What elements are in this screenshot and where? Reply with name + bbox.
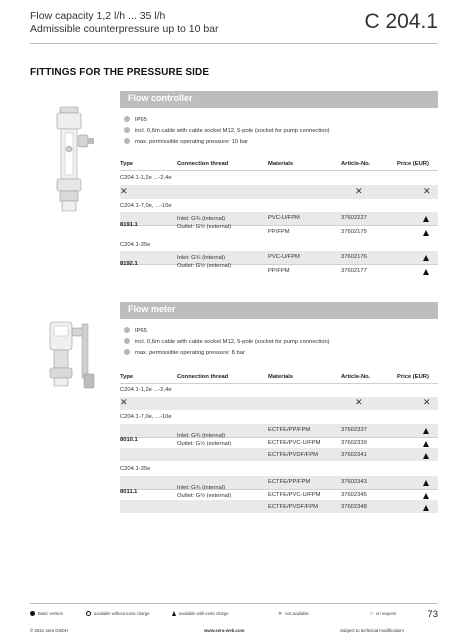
extra-charge-icon — [423, 269, 429, 275]
article-number: 37602175 — [341, 229, 367, 235]
row-divider — [120, 264, 438, 265]
material: ECTFE/PP/FPM — [268, 479, 311, 485]
extra-charge-icon — [423, 441, 429, 447]
bullet-icon — [124, 327, 130, 333]
thread-inlet: Inlet: G¾ (internal) — [177, 216, 226, 222]
model-range-row: C204.1-35e — [120, 466, 151, 472]
material: ECTFE/PVDF/FPM — [268, 452, 318, 458]
thread-inlet: Inlet: G¾ (internal) — [177, 255, 226, 261]
flow-meter-feature-3: max. permissible operating pressure: 8 bar — [124, 349, 245, 356]
not-available-row — [120, 185, 438, 199]
legal-notice: Subject to technical modification! — [340, 628, 404, 633]
article-number: 37602337 — [341, 427, 367, 433]
header-line-flow-capacity: Flow capacity 1,2 l/h ... 35 l/h — [30, 10, 166, 22]
not-available-icon: ✕ — [278, 611, 283, 617]
product-type: 8191.1 — [120, 222, 138, 228]
row-divider — [120, 437, 438, 438]
no-charge-icon — [86, 611, 91, 616]
col-materials-header: Materials — [268, 161, 294, 167]
article-number: 37602177 — [341, 268, 367, 274]
flow-meter-feature-2: incl. 0,6m cable with cable socket M12, 5-pole (socket for pump connection) — [124, 338, 330, 345]
material: PVC-U/FPM — [268, 215, 300, 221]
thread-outlet: Outlet: G½ (external) — [177, 263, 232, 269]
flow-meter-feature-1: IP65 — [124, 327, 147, 334]
catalog-code: C 204.1 — [364, 10, 438, 33]
material: PP/FPM — [268, 268, 290, 274]
flow-meter-image — [36, 316, 106, 396]
extra-charge-icon — [423, 453, 429, 459]
material: ECTFE/PVDF/FPM — [268, 504, 318, 510]
flow-controller-feature-1: IP65 — [124, 116, 147, 123]
flow-meter-title: Flow meter — [128, 304, 176, 314]
page-number: 73 — [427, 609, 438, 620]
row-divider — [120, 489, 438, 490]
extra-charge-icon — [423, 493, 429, 499]
article-number: 37602343 — [341, 479, 367, 485]
bullet-icon — [124, 349, 130, 355]
legend-no-charge: available without extra charge — [86, 611, 149, 616]
article-number: 37602339 — [341, 440, 367, 446]
col-materials-header: Materials — [268, 374, 294, 380]
extra-charge-icon — [423, 428, 429, 434]
table-header-rule — [120, 383, 438, 384]
extra-charge-icon — [423, 480, 429, 486]
thread-inlet: Inlet: G¾ (internal) — [177, 485, 226, 491]
material: ECTFE/PVC-U/FPM — [268, 440, 321, 446]
header-line-counterpressure: Admissible counterpressure up to 10 bar — [30, 23, 219, 35]
flow-controller-title: Flow controller — [128, 93, 193, 103]
col-price-header: Price (EUR) — [397, 374, 429, 380]
article-number: 37602341 — [341, 452, 367, 458]
not-available-icon: ✕ — [355, 186, 363, 196]
thread-outlet: Outlet: G½ (external) — [177, 224, 232, 230]
col-thread-header: Connection thread — [177, 161, 229, 167]
extra-charge-icon — [423, 255, 429, 261]
col-price-header: Price (EUR) — [397, 161, 429, 167]
flow-controller-heading-band — [120, 91, 438, 108]
on-request-icon: ○ — [370, 611, 374, 617]
material: ECTFE/PVC-U/FPM — [268, 492, 321, 498]
thread-inlet: Inlet: G¾ (internal) — [177, 433, 226, 439]
col-article-header: Article-No. — [341, 161, 371, 167]
col-type-header: Type — [120, 161, 134, 167]
article-number: 37602345 — [341, 492, 367, 498]
model-range-row: C204.1-1,2e ...-2,4e — [120, 387, 172, 393]
flow-controller-feature-3: max. permissible operating pressure: 10 bar — [124, 138, 248, 145]
thread-outlet: Outlet: G½ (external) — [177, 493, 232, 499]
product-type: 8011.1 — [120, 489, 138, 495]
not-available-row — [120, 397, 438, 410]
material: PVC-U/FPM — [268, 254, 300, 260]
model-range-row: C204.1-7,0e, ...-10e — [120, 414, 172, 420]
legend-basic: Basic version — [30, 611, 63, 616]
flow-controller-feature-2: incl. 0,6m cable with cable socket M12, 5-pole (socket for pump connection) — [124, 127, 330, 134]
product-type: 8192.1 — [120, 261, 138, 267]
header-divider — [30, 43, 438, 44]
extra-charge-icon — [423, 216, 429, 222]
bullet-icon — [124, 127, 130, 133]
col-thread-header: Connection thread — [177, 374, 229, 380]
footer-divider — [30, 603, 438, 604]
article-number: 37602176 — [341, 254, 367, 260]
flow-meter-heading-band — [120, 302, 438, 319]
material: PP/FPM — [268, 229, 290, 235]
model-range-row: C204.1-7,0e, ...-10e — [120, 203, 172, 209]
website-link[interactable]: www.sera-web.com — [204, 628, 245, 633]
copyright: © 2021 sera GmbH — [30, 628, 68, 633]
article-number: 37602227 — [341, 215, 367, 221]
not-available-icon: ✕ — [120, 186, 128, 196]
model-range-row: C204.1-1,2e ...-2,4e — [120, 175, 172, 181]
extra-charge-icon — [423, 505, 429, 511]
extra-charge-icon — [172, 611, 176, 616]
material: ECTFE/PP/FPM — [268, 427, 311, 433]
col-type-header: Type — [120, 374, 134, 380]
col-article-header: Article-No. — [341, 374, 371, 380]
article-number: 37602348 — [341, 504, 367, 510]
not-available-icon: ✕ — [423, 397, 431, 407]
legend-extra-charge: available with extra charge — [172, 611, 229, 616]
thread-outlet: Outlet: G½ (external) — [177, 441, 232, 447]
flow-controller-image — [36, 105, 106, 240]
not-available-icon: ✕ — [355, 397, 363, 407]
model-range-row: C204.1-35e — [120, 242, 151, 248]
section-title: FITTINGS FOR THE PRESSURE SIDE — [30, 67, 210, 78]
not-available-icon: ✕ — [120, 397, 128, 407]
basic-version-icon — [30, 611, 35, 616]
bullet-icon — [124, 138, 130, 144]
bullet-icon — [124, 338, 130, 344]
legend-not-available: ✕ not available — [278, 611, 309, 617]
bullet-icon — [124, 116, 130, 122]
legend-on-request: ○ on request — [370, 611, 396, 617]
row-divider — [120, 225, 438, 226]
not-available-icon: ✕ — [423, 186, 431, 196]
product-type: 8010.1 — [120, 437, 138, 443]
table-header-rule — [120, 170, 438, 171]
extra-charge-icon — [423, 230, 429, 236]
